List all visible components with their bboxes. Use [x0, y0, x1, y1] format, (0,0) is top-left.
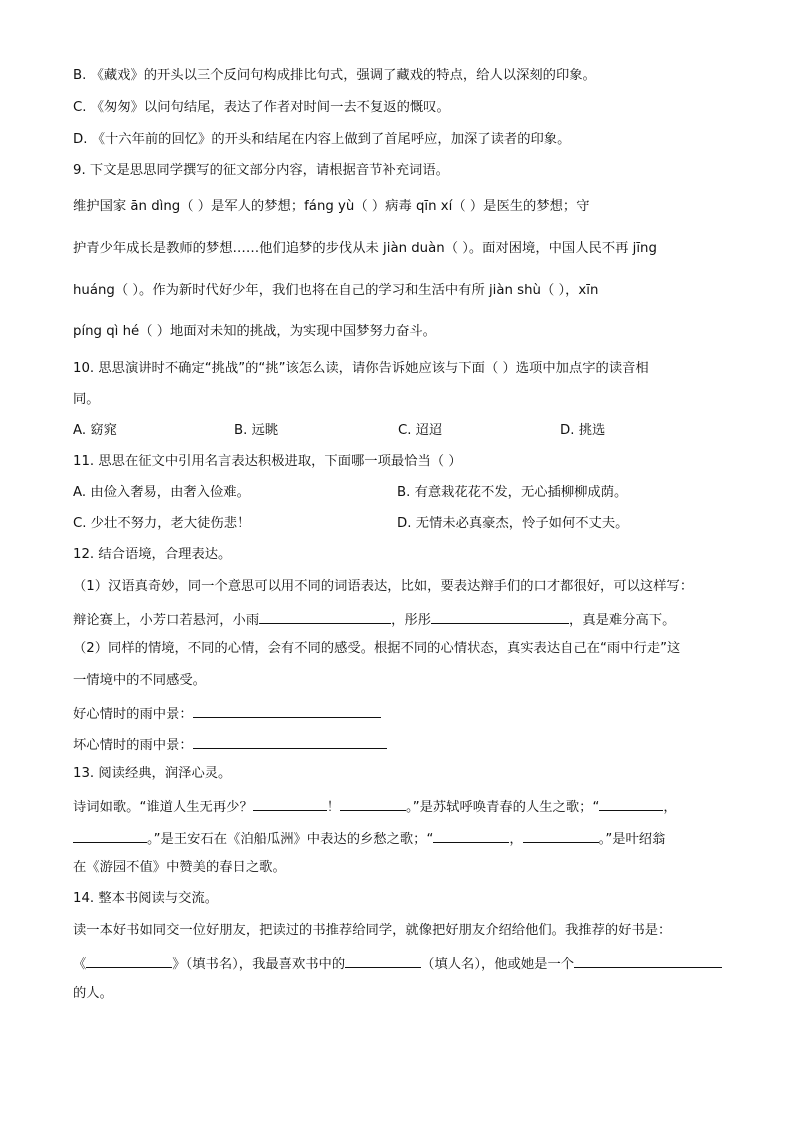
option-8c: C. 《匆匆》以问句结尾，表达了作者对时间一去不复返的慨叹。	[73, 100, 450, 115]
q12-sub1-prompt: （1）汉语真奇妙，同一个意思可以用不同的词语表达，比如，要表达辩手们的口才都很好，可以这样写：	[73, 579, 694, 594]
q13-text-3: 。”是苏轼呼唤青春的人生之歌；“	[406, 800, 600, 815]
bad-mood-line	[73, 734, 387, 755]
passage-line-4: píng qì hé（ ）地面对未知的挑战，为实现中国梦努力奋斗。	[73, 324, 436, 339]
q10-option-c[interactable]: C. 迢迢	[398, 423, 443, 438]
answer-blank-trait[interactable]	[574, 953, 722, 968]
question-10: 10. 思思演讲时不确定“挑战”的“挑”该怎么读，请你告诉她应该与下面（ ）选项中加点字的读音相	[73, 361, 649, 376]
option-8b: B. 《藏戏》的开头以三个反问句构成排比句式，强调了藏戏的特点，给人以深刻的印象。	[73, 68, 596, 83]
question-9: 9. 下文是思思同学撰写的征文部分内容，请根据音节补充词语。	[73, 163, 449, 178]
q13-text-4: ，	[663, 800, 677, 815]
good-mood-line	[73, 703, 381, 724]
q12-sub2-prompt-cont: 一情境中的不同感受。	[73, 673, 206, 688]
answer-blank-poem-1[interactable]	[253, 796, 327, 811]
option-8d: D. 《十六年前的回忆》的开头和结尾在内容上做到了首尾呼应，加深了读者的印象。	[73, 132, 571, 147]
q14-line-3: 的人。	[73, 986, 113, 1001]
q13-line-3: 在《游园不值》中赞美的春日之歌。	[73, 860, 286, 875]
q13-text-1: 诗词如歌。“谁道人生无再少？	[73, 800, 253, 815]
q14-text-3: （填人名），他或她是一个	[421, 957, 575, 972]
question-14: 14. 整本书阅读与交流。	[73, 891, 219, 906]
q10-option-d[interactable]: D. 挑选	[560, 423, 606, 438]
q14-text-1: 《	[73, 957, 87, 972]
passage-line-2: 护青少年成长是教师的梦想……他们追梦的步伐从未 jiàn duàn（ ）。面对困境，中国人民不再 jīng	[73, 241, 657, 256]
answer-blank-poem-2[interactable]	[340, 796, 406, 811]
q13-text-5: 。”是王安石在《泊船瓜洲》中表达的乡愁之歌；“	[147, 832, 434, 847]
q10-option-a[interactable]: A. 窈窕	[73, 423, 117, 438]
answer-blank-character[interactable]	[345, 953, 421, 968]
good-mood-label: 好心情时的雨中景：	[73, 707, 193, 722]
q13-text-2: ！	[326, 800, 341, 815]
answer-blank-xiaoyu[interactable]	[259, 609, 391, 624]
q11-option-c[interactable]: C. 少壮不努力，老大徒伤悲！	[73, 516, 251, 531]
answer-blank-poem-4[interactable]	[73, 828, 147, 843]
q13-text-7: 。”是叶绍翁	[598, 832, 666, 847]
q14-prompt: 读一本好书如同交一位好朋友，把读过的书推荐给同学，就像把好朋友介绍给他们。我推荐的好书是：	[73, 923, 672, 938]
answer-blank-tongtong[interactable]	[431, 609, 569, 624]
q13-line-1	[73, 796, 677, 817]
q11-option-b[interactable]: B. 有意栽花花不发，无心插柳柳成荫。	[397, 485, 628, 500]
q12-sub1-text-mid: ，彤彤	[391, 613, 432, 628]
question-10-cont: 同。	[73, 392, 100, 407]
answer-blank-poem-3[interactable]	[599, 796, 663, 811]
q13-text-6: ，	[509, 832, 523, 847]
answer-blank-bad-mood[interactable]	[193, 734, 387, 749]
q14-text-2: 》（填书名），我最喜欢书中的	[172, 957, 346, 972]
answer-blank-book-title[interactable]	[86, 953, 172, 968]
passage-line-1: 维护国家 ān dìng（ ）是军人的梦想；fáng yù（ ）病毒 qīn xí（ ）是医生的梦想；守	[73, 199, 590, 214]
bad-mood-label: 坏心情时的雨中景：	[73, 738, 193, 753]
q13-line-2	[73, 828, 665, 849]
q12-sub1-text-pre: 辩论赛上，小芳口若悬河，小雨	[73, 613, 260, 628]
answer-blank-good-mood[interactable]	[193, 703, 381, 718]
q14-line-2	[73, 953, 722, 974]
q11-option-a[interactable]: A. 由俭入奢易，由奢入俭难。	[73, 485, 250, 500]
answer-blank-poem-6[interactable]	[523, 828, 599, 843]
q12-sub2-prompt: （2）同样的情境，不同的心情，会有不同的感受。根据不同的心情状态，真实表达自己在“雨中行走”这	[73, 641, 681, 656]
q11-option-d[interactable]: D. 无情未必真豪杰，怜子如何不丈夫。	[397, 516, 629, 531]
q12-sub1-text-post: ，真是难分高下。	[569, 613, 676, 628]
passage-line-3: huáng（ ）。作为新时代好少年，我们也将在自己的学习和生活中有所 jiàn shù（ ），xīn	[73, 283, 599, 298]
q12-sub1-sentence	[73, 609, 675, 630]
question-13: 13. 阅读经典，润泽心灵。	[73, 766, 232, 781]
question-12: 12. 结合语境，合理表达。	[73, 547, 232, 562]
q10-option-b[interactable]: B. 远眺	[234, 423, 279, 438]
answer-blank-poem-5[interactable]	[433, 828, 509, 843]
question-11: 11. 思思在征文中引用名言表达积极进取，下面哪一项最恰当（ ）	[73, 454, 462, 469]
